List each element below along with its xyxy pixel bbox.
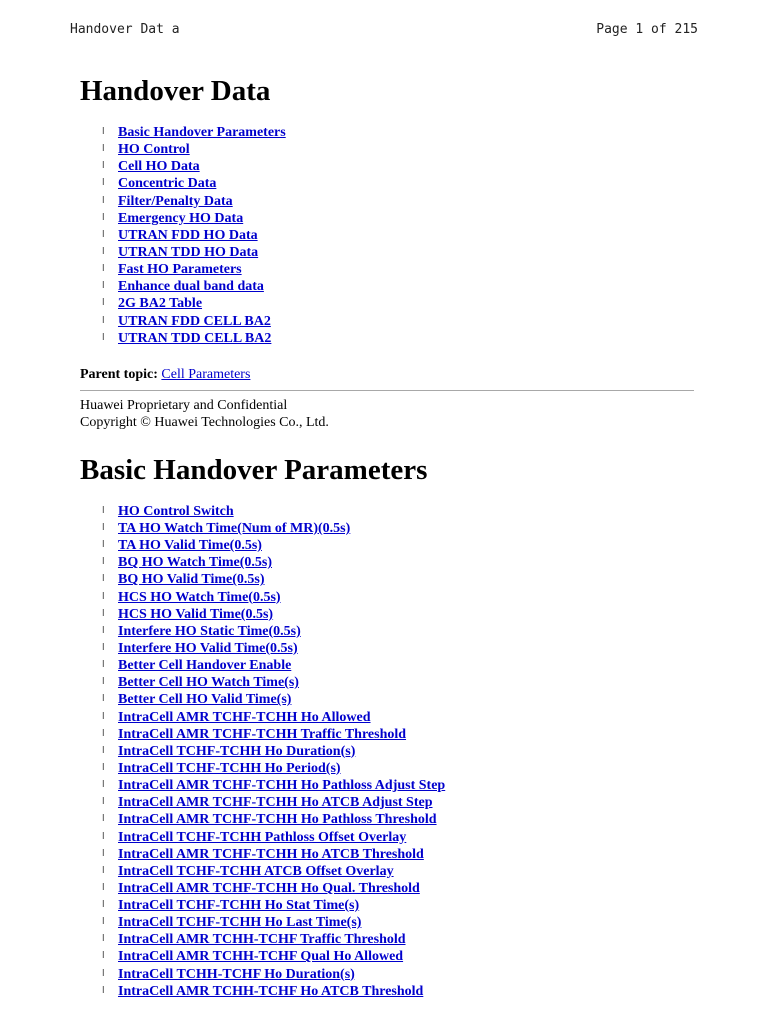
topic-link[interactable]: Fast HO Parameters [118, 262, 242, 278]
topic-link[interactable]: Basic Handover Parameters [118, 125, 286, 140]
list-item [102, 657, 694, 674]
list-item [102, 880, 694, 897]
bullet-icon: l [102, 505, 105, 516]
topic-link[interactable]: IntraCell AMR TCHH-TCHF Qual Ho Allowed [118, 949, 404, 965]
topic-link[interactable]: IntraCell TCHF-TCHH Ho Stat Time(s) [118, 898, 360, 914]
bullet-icon: l [102, 814, 105, 825]
list-item [102, 623, 694, 640]
topic-link[interactable]: HCS HO Valid Time(0.5s) [118, 606, 274, 622]
list-item [102, 227, 694, 244]
list-item [102, 760, 694, 777]
topic-link[interactable]: Interfere HO Static Time(0.5s) [118, 623, 301, 639]
bullet-icon: l [102, 229, 105, 240]
bullet-icon: l [102, 985, 105, 996]
bullet-icon: l [102, 625, 105, 636]
topic-link[interactable]: IntraCell AMR TCHH-TCHF Traffic Threshold [118, 932, 406, 948]
topic-link[interactable]: UTRAN FDD CELL BA2 [118, 313, 271, 329]
bullet-icon: l [102, 797, 105, 808]
bullet-icon: l [102, 522, 105, 533]
bullet-icon: l [102, 591, 105, 602]
proprietary-notice: Huawei Proprietary and Confidential [80, 397, 288, 413]
list-item [102, 777, 694, 794]
list-item [102, 743, 694, 760]
topic-link[interactable]: IntraCell TCHF-TCHH Pathloss Offset Overlay [118, 829, 407, 845]
list-item [102, 295, 694, 312]
topic-link[interactable]: Emergency HO Data [118, 210, 244, 226]
topic-link[interactable]: IntraCell TCHH-TCHF Ho Duration(s) [118, 966, 355, 982]
bullet-icon: l [102, 195, 105, 206]
list-item [102, 554, 694, 571]
bullet-icon: l [102, 865, 105, 876]
list-item [102, 330, 694, 347]
list-item [102, 829, 694, 846]
list-item [102, 983, 694, 1000]
bullet-icon: l [102, 968, 105, 979]
list-item [102, 794, 694, 811]
parent-topic-link[interactable]: Cell Parameters [161, 366, 251, 382]
bullet-icon: l [102, 780, 105, 791]
list-item [102, 674, 694, 691]
parent-topic-label: Parent topic: [80, 366, 158, 382]
bullet-icon: l [102, 574, 105, 585]
bullet-icon: l [102, 745, 105, 756]
topic-link[interactable]: 2G BA2 Table [118, 296, 203, 312]
topic-link[interactable]: IntraCell AMR TCHF-TCHH Ho ATCB Threshold [118, 846, 424, 862]
parent-topic [80, 366, 694, 384]
bullet-icon: l [102, 848, 105, 859]
document-content [80, 72, 694, 1000]
list-item [102, 571, 694, 588]
list-item [102, 261, 694, 278]
topic-link[interactable]: TA HO Watch Time(Num of MR)(0.5s) [118, 520, 351, 536]
bullet-icon: l [102, 951, 105, 962]
bullet-icon: l [102, 332, 105, 343]
topic-link[interactable]: HO Control [118, 142, 190, 158]
running-header [70, 22, 698, 40]
topic-link[interactable]: IntraCell AMR TCHF-TCHH Ho ATCB Adjust Step [118, 795, 433, 811]
topic-link[interactable]: BQ HO Watch Time(0.5s) [118, 555, 273, 571]
list-item [102, 503, 694, 520]
topic-link[interactable]: IntraCell AMR TCHF-TCHH Ho Qual. Threshold [118, 880, 420, 896]
list-item [102, 313, 694, 330]
topic-link[interactable]: Concentric Data [118, 176, 217, 192]
topic-link[interactable]: HO Control Switch [118, 503, 234, 519]
list-item [102, 897, 694, 914]
topic-link[interactable]: IntraCell TCHF-TCHH Ho Last Time(s) [118, 915, 362, 931]
topic-link[interactable]: IntraCell AMR TCHH-TCHF Ho ATCB Threshold [118, 983, 424, 999]
header-document-title: Handover Dat a [70, 22, 180, 37]
bullet-icon: l [102, 608, 105, 619]
bullet-icon: l [102, 127, 105, 137]
bullet-icon: l [102, 642, 105, 653]
bullet-icon: l [102, 882, 105, 893]
list-item [102, 537, 694, 554]
bullet-icon: l [102, 728, 105, 739]
list-item [102, 948, 694, 965]
topic-link[interactable]: IntraCell TCHF-TCHH ATCB Offset Overlay [118, 863, 394, 879]
topic-link[interactable]: UTRAN TDD HO Data [118, 244, 259, 260]
handover-data-link-list [80, 124, 694, 347]
list-item [102, 210, 694, 227]
bullet-icon: l [102, 900, 105, 911]
list-item [102, 606, 694, 623]
topic-link[interactable]: IntraCell TCHF-TCHH Ho Period(s) [118, 760, 341, 776]
page-title: Handover Data [80, 75, 271, 107]
topic-link[interactable]: TA HO Valid Time(0.5s) [118, 538, 262, 554]
list-item [102, 914, 694, 931]
topic-link[interactable]: UTRAN TDD CELL BA2 [118, 330, 272, 346]
bullet-icon: l [102, 246, 105, 257]
topic-link[interactable]: Better Cell Handover Enable [118, 658, 292, 674]
topic-link[interactable]: HCS HO Watch Time(0.5s) [118, 589, 281, 605]
list-item [102, 589, 694, 606]
bullet-icon: l [102, 660, 105, 671]
bullet-icon: l [102, 178, 105, 189]
topic-link[interactable]: UTRAN FDD HO Data [118, 227, 258, 243]
topic-link[interactable]: Better Cell HO Watch Time(s) [118, 675, 299, 691]
topic-link[interactable]: IntraCell AMR TCHF-TCHH Ho Pathloss Threshold [118, 812, 437, 828]
list-item [102, 640, 694, 657]
list-item [102, 244, 694, 261]
list-item [102, 931, 694, 948]
bullet-icon: l [102, 934, 105, 945]
bullet-icon: l [102, 281, 105, 292]
list-item [102, 520, 694, 537]
bullet-icon: l [102, 677, 105, 688]
bullet-icon: l [102, 144, 105, 155]
bullet-icon: l [102, 161, 105, 172]
list-item [102, 709, 694, 726]
list-item [102, 175, 694, 192]
topic-link[interactable]: IntraCell AMR TCHF-TCHH Traffic Threshold [118, 726, 407, 742]
list-item [102, 726, 694, 743]
topic-link[interactable]: IntraCell TCHF-TCHH Ho Duration(s) [118, 743, 356, 759]
divider [80, 390, 694, 391]
topic-link[interactable]: IntraCell AMR TCHF-TCHH Ho Pathloss Adjust Step [118, 778, 446, 794]
bullet-icon: l [102, 264, 105, 275]
list-item [102, 278, 694, 295]
bullet-icon: l [102, 557, 105, 568]
topic-link[interactable]: BQ HO Valid Time(0.5s) [118, 572, 265, 588]
list-item [102, 966, 694, 983]
topic-link[interactable]: Enhance dual band data [118, 279, 264, 295]
list-item [102, 811, 694, 828]
basic-handover-parameters-link-list [80, 503, 694, 1000]
bullet-icon: l [102, 831, 105, 842]
bullet-icon: l [102, 711, 105, 722]
bullet-icon: l [102, 315, 105, 326]
bullet-icon: l [102, 762, 105, 773]
bullet-icon: l [102, 694, 105, 705]
copyright-block [80, 397, 694, 431]
bullet-icon: l [102, 540, 105, 551]
header-page-number: Page 1 of 215 [596, 22, 698, 37]
topic-link[interactable]: Interfere HO Valid Time(0.5s) [118, 640, 298, 656]
bullet-icon: l [102, 917, 105, 928]
list-item [102, 141, 694, 158]
list-item [102, 124, 694, 141]
bullet-icon: l [102, 212, 105, 223]
list-item [102, 863, 694, 880]
topic-link[interactable]: Filter/Penalty Data [118, 193, 233, 209]
topic-link[interactable]: Cell HO Data [118, 159, 200, 175]
copyright-notice: Copyright © Huawei Technologies Co., Ltd. [80, 414, 329, 430]
bullet-icon: l [102, 298, 105, 309]
list-item [102, 193, 694, 210]
list-item [102, 846, 694, 863]
topic-link[interactable]: Better Cell HO Valid Time(s) [118, 692, 292, 708]
list-item [102, 158, 694, 175]
section-title-basic-handover-parameters: Basic Handover Parameters [80, 453, 428, 486]
list-item [102, 691, 694, 708]
topic-link[interactable]: IntraCell AMR TCHF-TCHH Ho Allowed [118, 709, 371, 725]
